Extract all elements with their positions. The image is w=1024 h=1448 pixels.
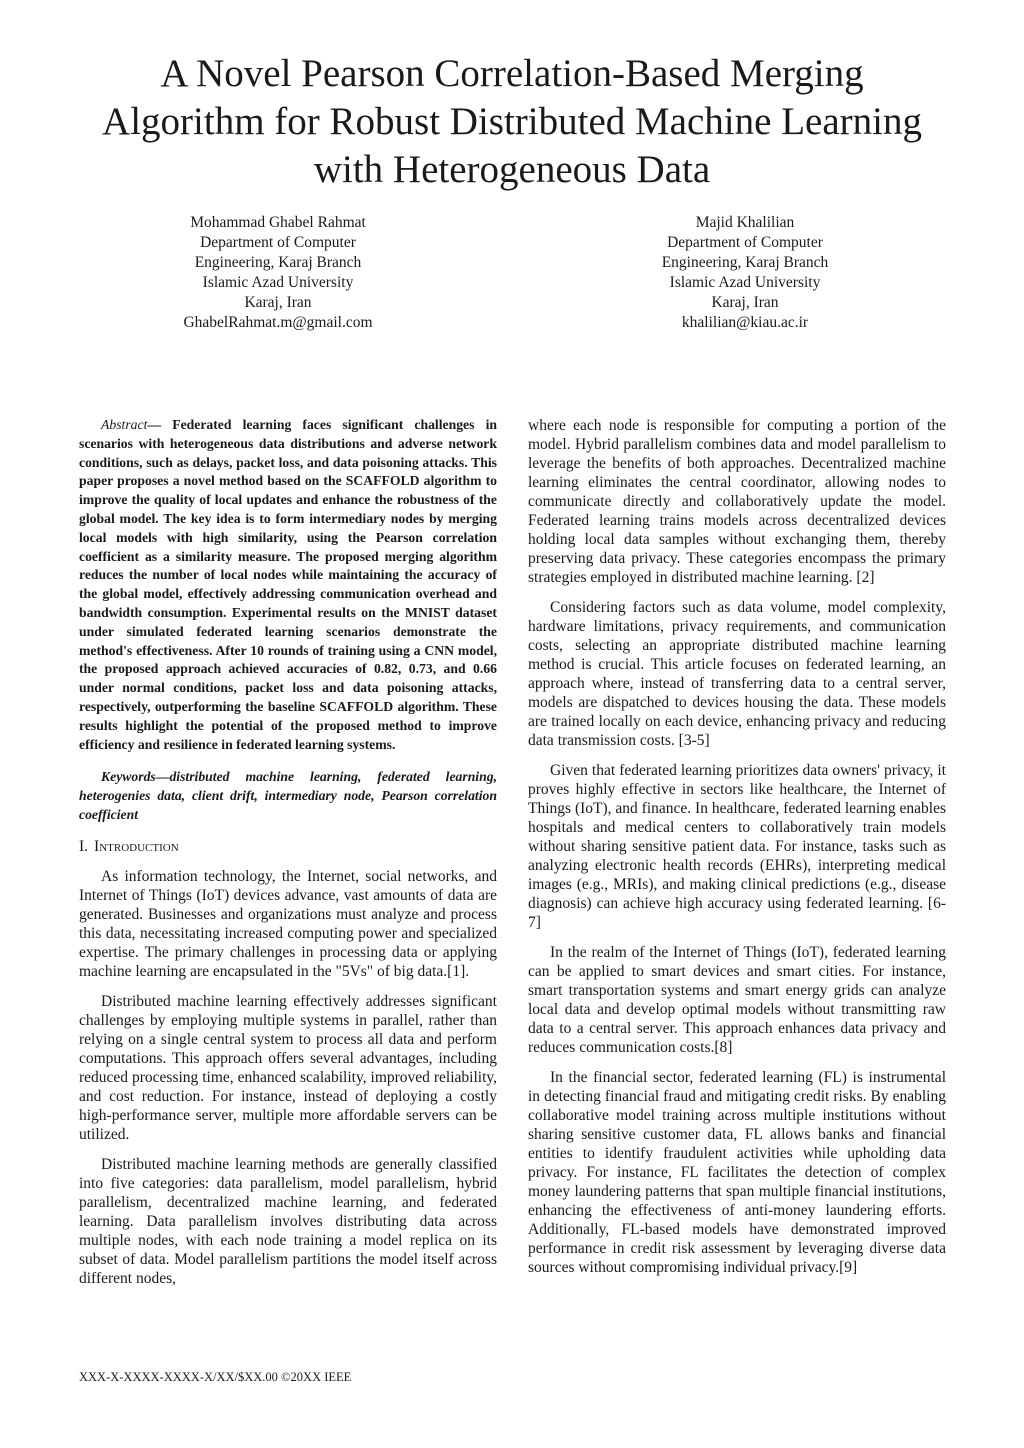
author-department: Department of Computer (200, 234, 356, 251)
copyright-footer: XXX-X-XXXX-XXXX-X/XX/$XX.00 ©20XX IEEE (79, 1370, 352, 1384)
author-institution: Islamic Azad University (202, 274, 354, 291)
author-block-2 (585, 213, 905, 333)
paragraph: Distributed machine learning methods are generally classified into five categories: data parallelism, model parallelism, hybrid parallelism, decentralized machine learning, and federated learning. Data parallelism involves distributing data across multiple nodes, with each node training a model replica on its subset of data. Model parallelism partitions the model itself across different nodes, (79, 1155, 497, 1287)
abstract-text: Federated learning faces significant challenges in scenarios with heterogeneous data distributions and adverse network conditions, such as delays, packet loss, and data poisoning attacks. This paper proposes a novel method based on the SCAFFOLD algorithm to improve the quality of local updates and enhance the robustness of the global model. The key idea is to form intermediary nodes by merging local models with high similarity, using the Pearson correlation coefficient as a similarity measure. The proposed merging algorithm reduces the number of local nodes while maintaining the accuracy of the global model, effectively addressing communication overhead and bandwidth consumption. Experimental results on the MNIST dataset under simulated federated learning scenarios demonstrate the method's effectiveness. After 10 rounds of training using a CNN model, the proposed approach achieved accuracies of 0.82, 0.73, and 0.66 under normal conditions, packet loss and data poisoning attacks, respectively, outperforming the baseline SCAFFOLD algorithm. These results highlight the potential of the proposed method to improve efficiency and resilience in federated learning systems. (79, 417, 497, 752)
author-email: GhabelRahmat.m@gmail.com (183, 314, 373, 331)
section-number: I. (79, 837, 89, 855)
author-institution: Islamic Azad University (669, 274, 821, 291)
title-line-1: A Novel Pearson Correlation-Based Merging (160, 52, 864, 95)
author-branch: Engineering, Karaj Branch (661, 254, 829, 271)
paragraph: Considering factors such as data volume, model complexity, hardware limitations, privacy requirements, and communication costs, selecting an appropriate distributed machine learning method is crucial. This article focuses on federated learning, an approach where, instead of transferring data to a central server, models are dispatched to devices housing the data. These models are trained locally on each device, enhancing privacy and reducing data transmission costs. [3-5] (528, 599, 946, 749)
paragraph: As information technology, the Internet, social networks, and Internet of Things (IoT) devices advance, vast amounts of data are generated. Businesses and organizations must analyze and process this data, necessitating increased computing power and specialized expertise. The primary challenges in processing data or applying machine learning are encapsulated in the "5Vs" of big data.[1]. (79, 867, 497, 980)
right-column (528, 416, 946, 1288)
paragraph: where each node is responsible for computing a portion of the model. Hybrid parallelism combines data and model parallelism to leverage the benefits of both approaches. Decentralized machine learning eliminates the central coordinator, allowing nodes to communicate directly and collaboratively update the model. Federated learning trains models across decentralized devices holding local data samples without exchanging them, thereby preserving data privacy. These categories encompass the primary strategies employed in distributed machine learning. [2] (528, 417, 946, 586)
abstract-dash: — (147, 417, 173, 432)
left-column (79, 416, 497, 1299)
abstract-label: Abstract (101, 417, 148, 432)
title-line-3: with Heterogeneous Data (313, 148, 711, 191)
paragraph: Given that federated learning prioritizes data owners' privacy, it proves highly effective in sectors like healthcare, the Internet of Things (IoT), and finance. In healthcare, federated learning enables hospitals and medical centers to collaboratively train models without sharing sensitive patient data. For instance, tasks such as analyzing electronic health records (EHRs), interpreting medical images (e.g., MRIs), and making clinical predictions (e.g., disease diagnosis) can achieve high accuracy using federated learning. [6-7] (528, 762, 946, 931)
author-name: Mohammad Ghabel Rahmat (190, 214, 366, 231)
author-city: Karaj, Iran (244, 294, 312, 311)
abstract (79, 416, 497, 754)
author-department: Department of Computer (667, 234, 823, 251)
keywords: Keywords—distributed machine learning, federated learning, heterogenies data, client drift, intermediary node, Pearson correlation coefficient (79, 769, 497, 822)
author-branch: Engineering, Karaj Branch (194, 254, 362, 271)
section-heading (79, 837, 497, 856)
title-line-2: Algorithm for Robust Distributed Machine Learning (102, 100, 922, 143)
paper-title (40, 50, 984, 194)
author-city: Karaj, Iran (711, 294, 779, 311)
author-email: khalilian@kiau.ac.ir (681, 314, 809, 331)
author-block-1 (118, 213, 438, 333)
paragraph: In the realm of the Internet of Things (IoT), federated learning can be applied to smart devices and smart cities. For instance, smart transportation systems and smart energy grids can analyze local data and develop optimal models without transmitting raw data to a central server. This approach enhances data privacy and reduces communication costs.[8] (528, 944, 946, 1056)
author-name: Majid Khalilian (695, 214, 795, 231)
paragraph: Distributed machine learning effectively addresses significant challenges by employing multiple systems in parallel, rather than relying on a single central system to process all data and perform computations. This approach offers several advantages, including reduced processing time, enhanced scalability, improved reliability, and cost reduction. For instance, instead of deploying a costly high-performance server, multiple more affordable servers can be utilized. (79, 992, 497, 1143)
paragraph: In the financial sector, federated learning (FL) is instrumental in detecting financial fraud and mitigating credit risks. By enabling collaborative model training across multiple institutions without sharing sensitive customer data, FL allows banks and financial entities to identify fraudulent activities while upholding data privacy. For instance, FL facilitates the detection of complex money laundering patterns that span multiple financial institutions, enhancing the effectiveness of anti-money laundering efforts. Additionally, FL-based models have demonstrated improved performance in credit risk assessment by leveraging diverse data sources without compromising individual privacy.[9] (528, 1069, 946, 1276)
section-title: Introduction (94, 837, 179, 855)
